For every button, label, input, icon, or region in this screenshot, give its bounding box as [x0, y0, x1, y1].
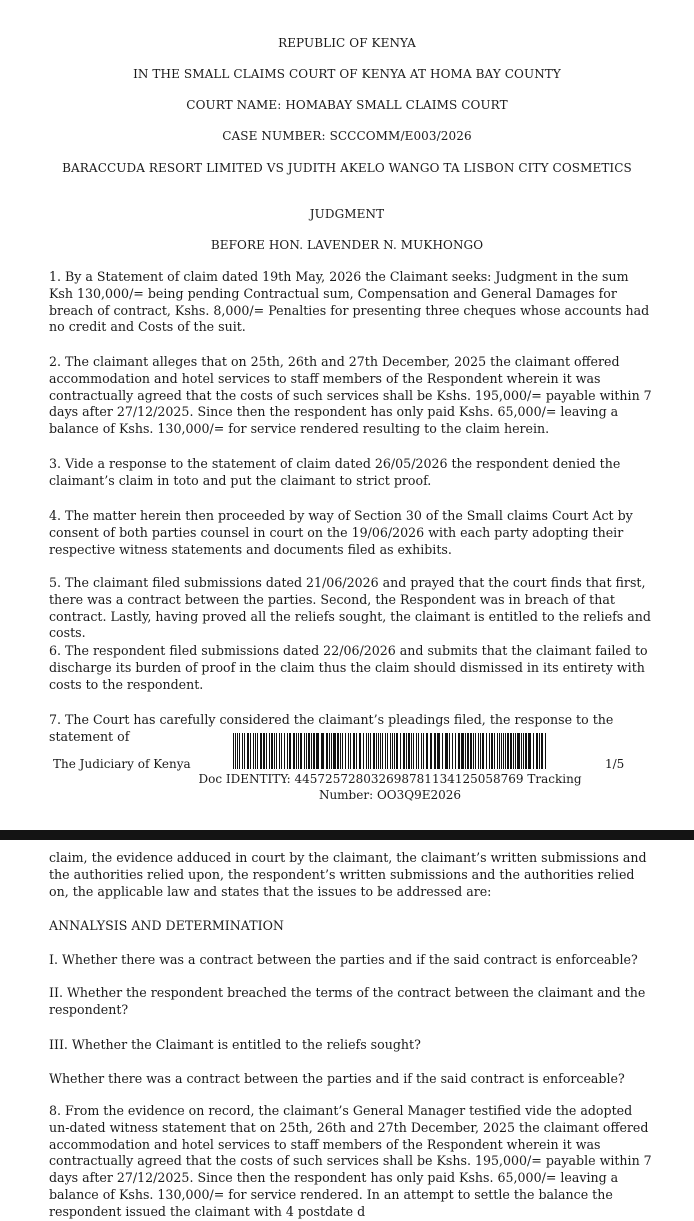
- paragraph-5: 5. The claimant filed submissions dated 21/06/2026 and prayed that the court finds that first, there was a contract between the parties. Second, the Respondent was in breach of that contract. Lastly, having proved all the reliefs sought, the claimant is entitled to the reliefs and costs.: [49, 575, 651, 641]
- court-heading: IN THE SMALL CLAIMS COURT OF KENYA AT HOMA BAY COUNTY: [133, 67, 561, 81]
- case-parties: BARACCUDA RESORT LIMITED VS JUDITH AKELO WANGO TA LISBON CITY COSMETICS: [62, 161, 632, 175]
- paragraph-8: 8. From the evidence on record, the claimant’s General Manager testified vide the adopted un-dated witness statement that on 25th, 26th and 27th December, 2025 the claimant offered accommodation and hotel services to staff members of the Respondent wherein it was contractually agreed that the costs of such services shall be Kshs. 195,000/= payable within 7 days after 27/12/2025. Since then the respondent has only paid Kshs. 65,000/= leaving a balance of Kshs. 130,000/= for service rendered. In an attempt to settle the balance the respondent issued the claimant with 4 postdate d: [49, 1103, 652, 1219]
- issue-3: III. Whether the Claimant is entitled to the reliefs sought?: [49, 1037, 421, 1052]
- page-divider: [0, 830, 694, 840]
- paragraph-7: 7. The Court has carefully considered the claimant’s pleadings filed, the response to the statement of: [49, 712, 614, 744]
- issue-1: I. Whether there was a contract between the parties and if the said contract is enforceable?: [49, 952, 638, 967]
- issue-subheading: Whether there was a contract between the parties and if the said contract is enforceable?: [49, 1071, 625, 1086]
- paragraph-3: 3. Vide a response to the statement of claim dated 26/05/2026 the respondent denied the claimant’s claim in toto and put the claimant to strict proof.: [49, 456, 621, 488]
- republic-heading: REPUBLIC OF KENYA: [278, 36, 416, 50]
- footer-judiciary: The Judiciary of Kenya: [53, 757, 191, 771]
- before-judge: BEFORE HON. LAVENDER N. MUKHONGO: [210, 238, 484, 252]
- issue-2: II. Whether the respondent breached the terms of the contract between the claimant and the respondent?: [49, 985, 646, 1017]
- paragraph-6: 6. The respondent filed submissions dated 22/06/2026 and submits that the claimant failed to discharge its burden of proof in the claim thus the claim should dismissed in its entirety with costs to the respondent.: [49, 643, 648, 692]
- paragraph-2: 2. The claimant alleges that on 25th, 26th and 27th December, 2025 the claimant offered accommodation and hotel services to staff members of the Respondent wherein it was contractually agreed that the costs of such services shall be Kshs. 195,000/= payable within 7 days after 27/12/2025. Since then the respondent has only paid Kshs. 65,000/= leaving a balance of Kshs. 130,000/= for service rendered resulting to the claim herein.: [49, 354, 652, 437]
- barcode-icon: [233, 733, 549, 769]
- paragraph-4: 4. The matter herein then proceeded by way of Section 30 of the Small claims Court Act by consent of both parties counsel in court on the 19/06/2026 with each party adopting their respective witness statements and documents filed as exhibits.: [49, 508, 633, 557]
- section-heading: ANNALYSIS AND DETERMINATION: [49, 918, 284, 933]
- doc-identity: Doc IDENTITY: 44572572803269878113412505876​9 Tracking Number: OO3Q9E2026: [198, 772, 582, 802]
- court-name: COURT NAME: HOMABAY SMALL CLAIMS COURT: [186, 98, 508, 112]
- paragraph-7-continued: claim, the evidence adduced in court by the claimant, the claimant’s written submissions and the authorities relied upon, the respondent’s written submissions and the authorities relied on, the applicable law and states that the issues to be addressed are:: [49, 850, 647, 899]
- page-number: 1/5: [605, 757, 625, 771]
- document-page-2: [0, 840, 694, 1219]
- document-title: JUDGMENT: [309, 207, 385, 221]
- case-number: CASE NUMBER: SCCCOMM/E003/2026: [222, 129, 472, 143]
- paragraph-1: 1. By a Statement of claim dated 19th May, 2026 the Claimant seeks: Judgment in the sum Ksh 130,000/= being pending Contractual sum, Compensation and General Damages for breach of contract, Kshs. 8,000/= Penalties for presenting three cheques whose accounts had no credit and Costs of the suit.: [49, 269, 650, 335]
